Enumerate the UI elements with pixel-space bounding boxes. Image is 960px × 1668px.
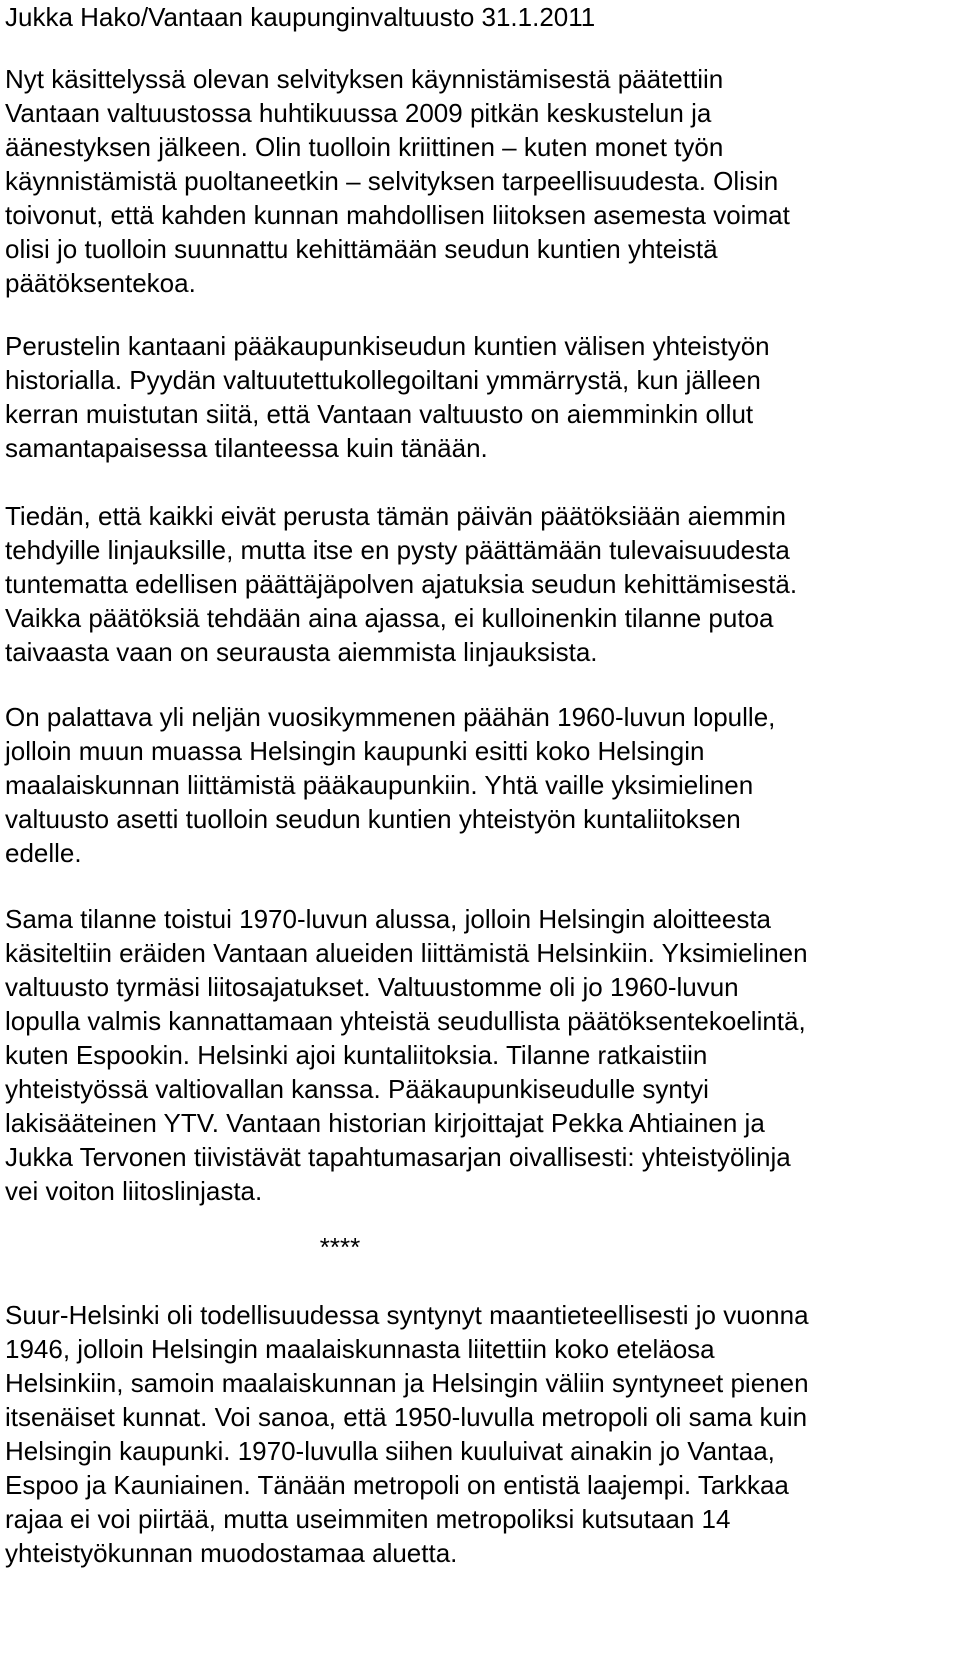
paragraph-5: Sama tilanne toistui 1970-luvun alussa, jolloin Helsingin aloitteesta käsiteltiin eräiden Vantaan alueiden liittämistä Helsinkiin. Yksimielinen valtuusto tyrmäsi liitosajatukset. Valtuustomme oli jo 1960-luvun lopulla valmis kannattamaan yhteistä seudullista päätöksentekoelintä, kuten Espookin. Helsinki ajoi kuntaliitoksia. Tilanne ratkaistiin yhteistyössä valtiovallan kanssa. Pääkaupunkiseudulle syntyi lakisääteinen YTV. Vantaan historian kirjoittajat Pekka Ahtiainen ja Jukka Tervonen tiivistävät tapahtumasarjan oivallisesti: yhteistyölinja vei voiton liitoslinjasta. <box>5 904 808 1206</box>
paragraph-1: Nyt käsittelyssä olevan selvityksen käynnistämisestä päätettiin Vantaan valtuustossa huhtikuussa 2009 pitkän keskustelun ja äänestyksen jälkeen. Olin tuolloin kriittinen – kuten monet työn käynnistämistä puoltaneetkin – selvityksen tarpeellisuudesta. Olisin toivonut, että kahden kunnan mahdollisen liitoksen asemesta voimat olisi jo tuolloin suunnattu kehittämään seudun kuntien yhteistä päätöksentekoa. <box>5 64 790 298</box>
paragraph-2: Perustelin kantaani pääkaupunkiseudun kuntien välisen yhteistyön historialla. Pyydän valtuutettukollegoiltani ymmärrystä, kun jälleen kerran muistutan siitä, että Vantaan valtuusto on aiemminkin ollut samantapaisessa tilanteessa kuin tänään. <box>5 331 770 463</box>
paragraph-6: Suur-Helsinki oli todellisuudessa syntynyt maantieteellisesti jo vuonna 1946, jolloin Helsingin maalaiskunnasta liitettiin koko eteläosa Helsinkiin, samoin maalaiskunnan ja Helsingin väliin syntyneet pienen itsenäiset kunnat. Voi sanoa, että 1950-luvulla metropoli oli sama kuin Helsingin kaupunki. 1970-luvulla siihen kuuluivat ainakin jo Vantaa, Espoo ja Kauniainen. Tänään metropoli on entistä laajempi. Tarkkaa rajaa ei voi piirtää, mutta useimmiten metropoliksi kutsutaan 14 yhteistyökunnan muodostamaa aluetta. <box>5 1300 809 1568</box>
paragraph-4: On palattava yli neljän vuosikymmenen päähän 1960-luvun lopulle, jolloin muun muassa Helsingin kaupunki esitti koko Helsingin maalaiskunnan liittämistä pääkaupunkiin. Yhtä vaille yksimielinen valtuusto asetti tuolloin seudun kuntien yhteistyön kuntaliitoksen edelle. <box>5 702 776 868</box>
section-separator: **** <box>319 1232 361 1262</box>
paragraph-3: Tiedän, että kaikki eivät perusta tämän päivän päätöksiään aiemmin tehdyille linjauksille, mutta itse en pysty päättämään tulevaisuudesta tuntematta edellisen päättäjäpolven ajatuksia seudun kehittämisestä. Vaikka päätöksiä tehdään aina ajassa, ei kulloinenkin tilanne putoa taivaasta vaan on seurausta aiemmista linjauksista. <box>5 501 798 667</box>
document-title: Jukka Hako/Vantaan kaupunginvaltuusto 31.1.2011 <box>5 2 596 32</box>
